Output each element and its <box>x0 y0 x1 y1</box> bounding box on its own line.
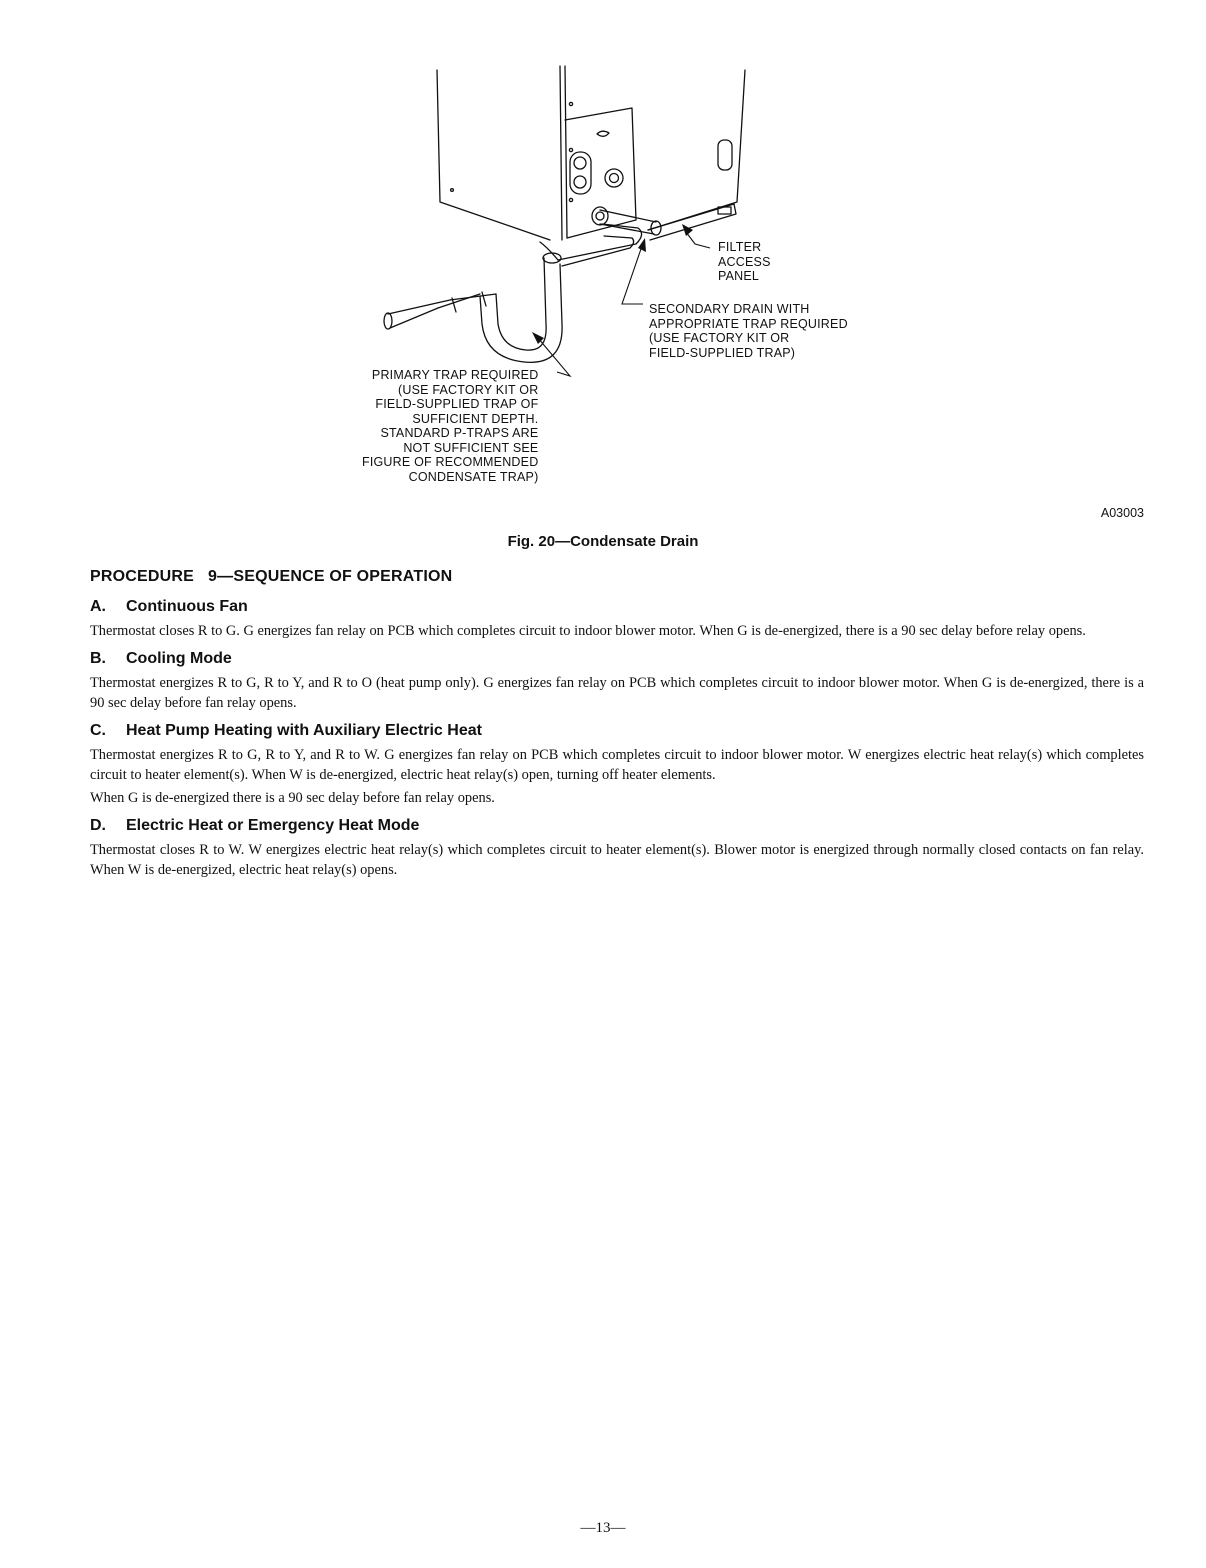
condensate-drain-figure <box>360 62 880 492</box>
filter-access-panel-label: FILTER ACCESS PANEL <box>718 240 771 283</box>
primary-leader <box>538 338 570 376</box>
section-paragraph: Thermostat energizes R to G, R to Y, and R to W. G energizes fan relay on PCB which completes circuit to indoor blower motor. W energizes electric heat relay(s) which completes circuit to heater element(s). When W is de-energized, electric heat relay(s) open, turning off heater elements. <box>90 747 1144 783</box>
section-letter: B. <box>90 650 106 667</box>
section-title: Electric Heat or Emergency Heat Mode <box>126 817 420 834</box>
cabinet-right-panel <box>648 70 745 230</box>
page-number: —13— <box>580 1520 626 1536</box>
access-door <box>565 108 636 238</box>
procedure-label: PROCEDURE <box>90 568 195 585</box>
section-title: Continuous Fan <box>126 598 248 615</box>
section-paragraph: When G is de-energized there is a 90 sec delay before fan relay opens. <box>90 790 495 806</box>
section-heading <box>90 817 1144 835</box>
section-heading <box>90 722 1144 740</box>
cabinet-left-panel <box>437 70 550 240</box>
section-letter: A. <box>90 598 106 615</box>
figure-id: A03003 <box>1100 506 1144 520</box>
section-title: Cooling Mode <box>126 650 232 667</box>
section-heading <box>90 598 1144 616</box>
section-paragraph: Thermostat energizes R to G, R to Y, and R to O (heat pump only). G energizes fan relay on PCB which completes circuit to indoor blower motor. When G is de-energized, there is a 90 sec delay before fan relay opens. <box>90 675 1144 711</box>
section-letter: D. <box>90 817 106 834</box>
figure-caption: Fig. 20—Condensate Drain <box>507 533 699 550</box>
section-title: Heat Pump Heating with Auxiliary Electric Heat <box>126 722 482 739</box>
procedure-title: 9—SEQUENCE OF OPERATION <box>208 568 453 585</box>
section-paragraph: Thermostat closes R to W. W energizes electric heat relay(s) which completes circuit to heater element(s). Blower motor is energized through normally closed contacts on fan relay. When W is de-energized, electric heat relay(s) opens. <box>90 842 1144 878</box>
procedure-section <box>90 568 1144 889</box>
section-paragraph: Thermostat closes R to G. G energizes fan relay on PCB which completes circuit to indoor blower motor. When G is de-energized, there is a 90 sec delay before relay opens. <box>90 623 1086 639</box>
section-heading <box>90 650 1144 668</box>
filter-leader <box>686 232 710 248</box>
secondary-leader <box>622 246 643 304</box>
section-letter: C. <box>90 722 106 739</box>
procedure-heading <box>90 568 1144 586</box>
primary-trap-label: PRIMARY TRAP REQUIRED (USE FACTORY KIT OR FIELD-SUPPLIED TRAP OF SUFFICIENT DEPTH. STANDARD P-TRAPS ARE NOT SUFFICIENT SEE FIGURE OF RECOMMENDED CONDENSATE TRAP) <box>362 368 539 484</box>
filter-slot <box>718 140 732 170</box>
cabinet-front-edge <box>560 66 562 240</box>
secondary-drain-label: SECONDARY DRAIN WITH APPROPRIATE TRAP REQUIRED (USE FACTORY KIT OR FIELD-SUPPLIED TRAP) <box>649 302 848 360</box>
